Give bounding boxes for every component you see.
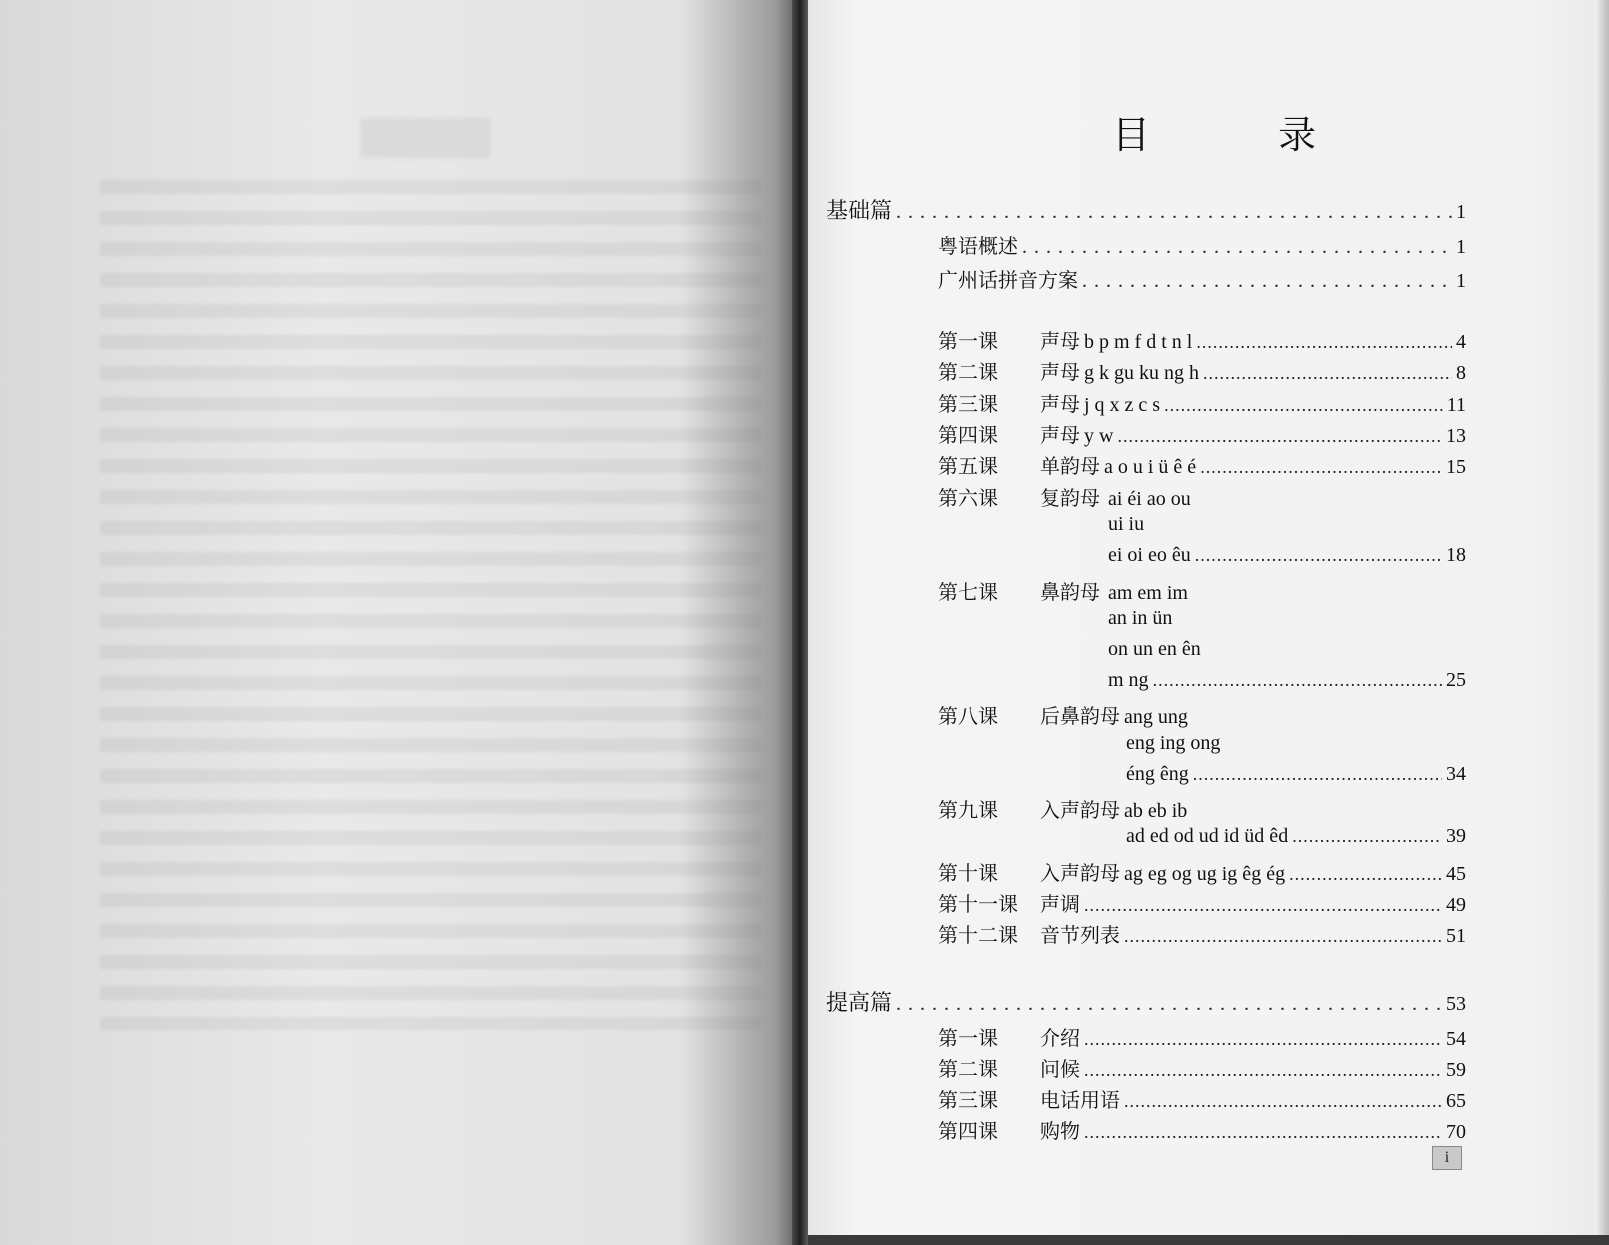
- lesson-topic: 声母: [1040, 329, 1080, 353]
- section-label: 基础篇: [826, 199, 893, 224]
- lesson-content-continued: eng ing ong: [1126, 732, 1221, 754]
- lesson-content: j q x z c s: [1084, 394, 1161, 416]
- bleed-through-title: [360, 118, 490, 158]
- leader-dots: [1084, 1060, 1442, 1081]
- bleed-through-text: [100, 180, 760, 1030]
- lesson-content: ag eg og ug ig êg ég: [1124, 863, 1286, 885]
- page-ref: 15: [1446, 456, 1466, 478]
- page-number: i: [1432, 1146, 1462, 1170]
- leader-dots: [1289, 864, 1442, 885]
- lesson-topic: 问候: [1040, 1057, 1080, 1081]
- leader-dots: [1082, 270, 1452, 293]
- lesson-content: a o u i ü ê é: [1104, 456, 1197, 478]
- lesson-topic: 单韵母: [1040, 454, 1100, 478]
- lesson-number: 第二课: [938, 360, 998, 384]
- toc-entry-adv-lesson-1[interactable]: [1040, 1022, 1466, 1051]
- toc-title: 目 录: [1112, 113, 1375, 157]
- lesson-content: ei oi eo êu: [1108, 544, 1191, 566]
- lesson-topic: 音节列表: [1040, 923, 1120, 947]
- lesson-topic: 鼻韵母: [1040, 580, 1100, 604]
- page-ref: 49: [1446, 894, 1466, 916]
- lesson-number: 第三课: [938, 1088, 998, 1112]
- left-page-blank: [0, 0, 800, 1245]
- page-ref: 1: [1456, 201, 1466, 223]
- toc-entry-lesson-3[interactable]: [1040, 388, 1466, 417]
- page-ref: 59: [1446, 1059, 1466, 1081]
- toc-entry-intro[interactable]: [938, 230, 1466, 259]
- page-ref: 8: [1456, 362, 1466, 384]
- toc-entry-lesson-5[interactable]: [1040, 450, 1466, 479]
- lesson-topic: 入声韵母: [1040, 861, 1120, 885]
- toc-entry-lesson-9[interactable]: [1040, 794, 1187, 823]
- leader-dots: [1193, 764, 1442, 785]
- page-ref: 54: [1446, 1028, 1466, 1050]
- page-ref: 1: [1456, 236, 1466, 258]
- lesson-number: 第十课: [938, 861, 998, 885]
- lesson-topic: 声调: [1040, 892, 1080, 916]
- lesson-content: ai éi ao ou: [1108, 488, 1191, 510]
- lesson-topic: 复韵母: [1040, 486, 1100, 510]
- page-ref: 51: [1446, 925, 1466, 947]
- lesson-content: b p m f d t n l: [1084, 331, 1193, 353]
- toc-entry-lesson-6-last[interactable]: [1108, 544, 1466, 567]
- toc-entry-adv-lesson-4[interactable]: [1040, 1115, 1466, 1144]
- lesson-content-continued: an in ün: [1108, 607, 1173, 629]
- lesson-content: ab eb ib: [1124, 800, 1188, 822]
- page-ref: 65: [1446, 1090, 1466, 1112]
- leader-dots: [1203, 363, 1452, 384]
- toc-entry-lesson-8-last[interactable]: [1126, 763, 1466, 786]
- page-ref: 13: [1446, 425, 1466, 447]
- leader-dots: [1164, 395, 1443, 416]
- leader-dots: [1292, 826, 1442, 847]
- page-ref: 1: [1456, 270, 1466, 292]
- lesson-content: m ng: [1108, 669, 1149, 691]
- page-ref: 4: [1456, 331, 1466, 353]
- toc-entry-lesson-7[interactable]: [1040, 576, 1188, 605]
- leader-dots: [1117, 426, 1442, 447]
- leader-dots: [1084, 1122, 1442, 1143]
- lesson-number: 第十一课: [938, 892, 1018, 916]
- lesson-content-continued: ui iu: [1108, 513, 1145, 535]
- page-ref: 11: [1446, 394, 1466, 416]
- lesson-topic: 电话用语: [1040, 1088, 1120, 1112]
- lesson-number: 第六课: [938, 486, 998, 510]
- lesson-content: y w: [1084, 425, 1114, 447]
- lesson-number: 第十二课: [938, 923, 1018, 947]
- toc-entry-lesson-11[interactable]: [1040, 888, 1466, 917]
- leader-dots: [1153, 670, 1442, 691]
- lesson-topic: 后鼻韵母: [1040, 704, 1120, 728]
- lesson-number: 第三课: [938, 392, 998, 416]
- lesson-number: 第一课: [938, 329, 998, 353]
- leader-dots: [1084, 895, 1442, 916]
- toc-entry-pinyin[interactable]: [938, 264, 1466, 293]
- page-ref: 18: [1446, 544, 1466, 566]
- toc-entry-lesson-2[interactable]: [1040, 356, 1466, 385]
- lesson-topic: 购物: [1040, 1119, 1080, 1143]
- leader-dots: [1124, 1091, 1442, 1112]
- toc-entry-lesson-4[interactable]: [1040, 419, 1466, 448]
- toc-entry-lesson-6[interactable]: [1040, 482, 1191, 511]
- lesson-content: ad ed od ud id üd êd: [1126, 825, 1289, 847]
- toc-entry-lesson-9-last[interactable]: [1126, 825, 1466, 848]
- book-gutter: [792, 0, 808, 1245]
- section-label: 提高篇: [826, 991, 893, 1016]
- lesson-number: 第九课: [938, 798, 998, 822]
- lesson-number: 第五课: [938, 454, 998, 478]
- leader-dots: [896, 201, 1452, 224]
- toc-section-advanced[interactable]: [826, 986, 1466, 1017]
- lesson-content: ang ung: [1124, 706, 1188, 728]
- toc-entry-adv-lesson-2[interactable]: [1040, 1053, 1466, 1082]
- page-ref: 45: [1446, 863, 1466, 885]
- lesson-number: 第四课: [938, 1119, 998, 1143]
- page-ref: 53: [1446, 993, 1466, 1015]
- page-ref: 25: [1446, 669, 1466, 691]
- page-edge: [1595, 0, 1609, 1235]
- lesson-content: éng êng: [1126, 763, 1189, 785]
- lesson-number: 第八课: [938, 704, 998, 728]
- entry-label: 广州话拼音方案: [938, 268, 1078, 292]
- page-ref: 70: [1446, 1121, 1466, 1143]
- leader-dots: [1124, 926, 1442, 947]
- leader-dots: [1196, 332, 1452, 353]
- toc-entry-lesson-10[interactable]: [1040, 857, 1466, 886]
- lesson-number: 第四课: [938, 423, 998, 447]
- leader-dots: [1022, 236, 1452, 259]
- lesson-topic: 声母: [1040, 392, 1080, 416]
- page-ref: 39: [1446, 825, 1466, 847]
- toc-entry-adv-lesson-3[interactable]: [1040, 1084, 1466, 1113]
- leader-dots: [1084, 1029, 1442, 1050]
- entry-label: 粤语概述: [938, 234, 1018, 258]
- toc-entry-lesson-7-last[interactable]: [1108, 669, 1466, 692]
- lesson-topic: 声母: [1040, 423, 1080, 447]
- leader-dots: [1200, 457, 1442, 478]
- lesson-topic: 入声韵母: [1040, 798, 1120, 822]
- lesson-topic: 声母: [1040, 360, 1080, 384]
- toc-entry-lesson-8[interactable]: [1040, 700, 1188, 729]
- lesson-topic: 介绍: [1040, 1026, 1080, 1050]
- lesson-content: am em im: [1108, 582, 1188, 604]
- toc-section-basic[interactable]: [826, 194, 1466, 225]
- lesson-content-continued: on un en ên: [1108, 638, 1201, 660]
- lesson-content: g k gu ku ng h: [1084, 362, 1199, 384]
- lesson-number: 第七课: [938, 580, 998, 604]
- leader-dots: [896, 993, 1442, 1016]
- lesson-number: 第一课: [938, 1026, 998, 1050]
- leader-dots: [1195, 545, 1442, 566]
- lesson-number: 第二课: [938, 1057, 998, 1081]
- toc-entry-lesson-1[interactable]: [1040, 325, 1466, 354]
- page-ref: 34: [1446, 763, 1466, 785]
- toc-entry-lesson-12[interactable]: [1040, 919, 1466, 948]
